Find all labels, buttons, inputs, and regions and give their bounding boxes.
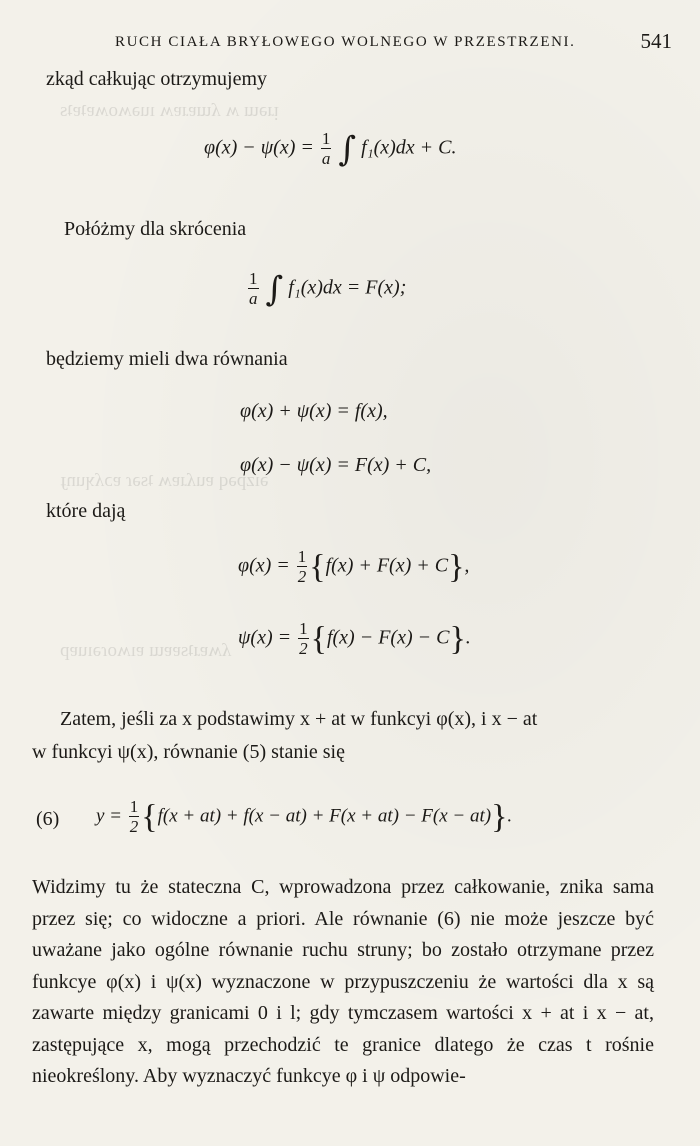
equation-7 — [96, 798, 512, 836]
eq5-end: , — [464, 554, 470, 577]
running-header — [115, 29, 672, 53]
eq5-lhs: φ(x) = — [238, 554, 290, 577]
page-number: 541 — [640, 29, 672, 53]
eq7-end: . — [507, 805, 513, 827]
text-line-5: Zatem, jeśli za x podstawimy x + at w funkcyi φ(x), i x − at — [60, 708, 538, 730]
left-brace: { — [141, 798, 158, 836]
eq7-fraction: $\frac{1}{2}$ — [129, 797, 139, 836]
eq1-fraction: $\frac{1}{a}$ — [321, 129, 331, 168]
left-brace: { — [310, 620, 327, 658]
eq5-fraction: $\frac{1}{2}$ — [297, 547, 307, 586]
eq2-fraction: $\frac{1}{a}$ — [249, 269, 258, 308]
integral-sign: ∫ — [338, 129, 357, 170]
right-brace: } — [449, 620, 466, 658]
equation-4: φ(x) − ψ(x) = F(x) + C, — [240, 454, 432, 476]
text-line-3: będziemy mieli dwa równania — [46, 348, 288, 370]
eq7-lhs: y = — [96, 805, 123, 827]
text-line-2: Połóżmy dla skrócenia — [64, 218, 247, 240]
right-brace: } — [491, 798, 508, 836]
show-through-1: ᴉɹǝɯ ʍ ʎɯɐɹɐʍ ıuǝʍoʍɐʇɐʇs — [60, 100, 279, 121]
left-brace: { — [309, 548, 326, 586]
right-brace: } — [448, 548, 465, 586]
eq6-fraction: $\frac{1}{2}$ — [299, 619, 308, 658]
equation-3: φ(x) + ψ(x) = f(x), — [240, 400, 388, 422]
eq6-end: . — [465, 626, 471, 649]
eq7-body: f(x + at) + f(x − at) + F(x + at) − F(x − at) — [157, 805, 492, 827]
eq2-rhs: f₁(x)dx = F(x); — [288, 276, 407, 299]
text-line-6: w funkcyi ψ(x), równanie (5) stanie się — [32, 741, 345, 763]
equation-2 — [246, 270, 406, 308]
eq1-lhs: φ(x) − ψ(x) = — [204, 136, 314, 159]
show-through-2: ǝızpǝq ɐuʎɹɐʍ ʇsǝɾ ɐɔʎʞunɟ — [60, 470, 269, 491]
eq6-lhs: ψ(x) = — [238, 626, 292, 649]
show-through-3: ʎʍɐɹʇsɐɐɯ ɐıʍoɾǝıuɐp — [60, 640, 232, 661]
equation-6 — [238, 620, 471, 658]
equation-5 — [238, 548, 469, 586]
equation-1 — [204, 130, 457, 168]
text-line-4: które dają — [46, 500, 126, 522]
text-line-1: zkąd całkując otrzymujemy — [46, 68, 268, 90]
running-title: RUCH CIAŁA BRYŁOWEGO WOLNEGO W PRZESTRZENI. — [115, 34, 576, 50]
eq5-body: f(x) + F(x) + C — [325, 554, 449, 577]
equation-label: (6) — [36, 808, 60, 830]
eq1-rhs: f₁(x)dx + C. — [361, 136, 457, 159]
body-paragraph: Widzimy tu że stateczna C, wprowadzona przez całkowanie, znika sama przez się; co widoczne a priori. Ale równanie (6) nie może jeszcze być uważane jako ogólne równanie ruchu struny; bo zostało otrzymane przez funkcye φ(x) i ψ(x) wyznaczone w przypuszczeniu że wartości dla x są zawarte między granicami 0 i l; gdy tymczasem wartości x + at i x − at, zastępujące x, mogą przechodzić te granice dlatego że czas t rośnie nieokreślony. Aby wyznaczyć funkcye φ i ψ odpowie- — [32, 876, 654, 1087]
eq6-body: f(x) − F(x) − C — [326, 626, 450, 649]
integral-sign: ∫ — [265, 269, 284, 310]
